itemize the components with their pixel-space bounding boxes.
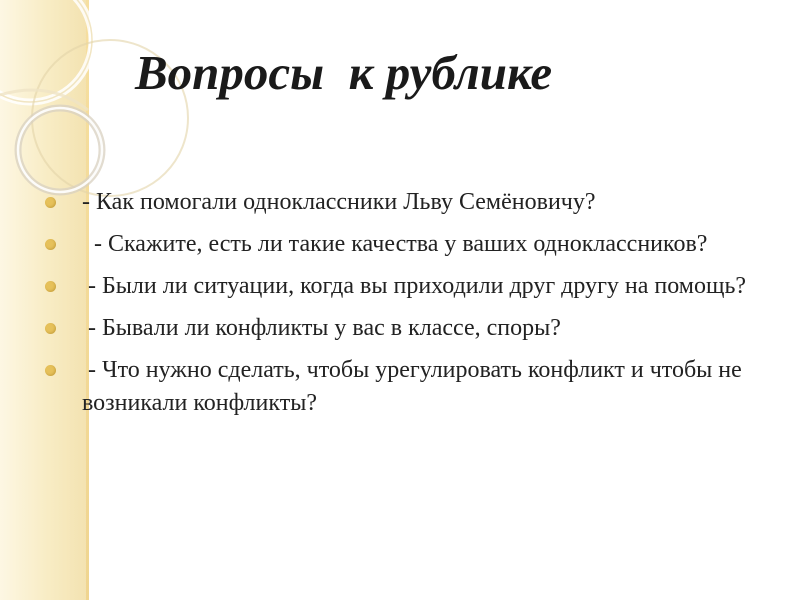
question-list: [45, 186, 765, 429]
list-item: [45, 312, 765, 345]
bullet-icon: [45, 239, 56, 250]
slide-title: Вопросы к рублике: [135, 45, 553, 100]
question-text: - Что нужно сделать, чтобы урегулировать конфликт и чтобы не возникали конфликты?: [82, 357, 748, 416]
question-text: - Бывали ли конфликты у вас в классе, споры?: [82, 315, 561, 341]
question-text: - Были ли ситуации, когда вы приходили друг другу на помощь?: [82, 273, 747, 299]
bullet-icon: [45, 281, 56, 292]
list-item: [45, 354, 765, 420]
list-item: [45, 186, 765, 219]
list-item: [45, 270, 765, 303]
question-text: - Как помогали одноклассники Льву Семёновичу?: [82, 189, 596, 215]
bullet-icon: [45, 197, 56, 208]
question-text: - Скажите, есть ли такие качества у ваших одноклассников?: [82, 231, 708, 257]
bullet-icon: [45, 323, 56, 334]
bullet-icon: [45, 365, 56, 376]
list-item: [45, 228, 765, 261]
